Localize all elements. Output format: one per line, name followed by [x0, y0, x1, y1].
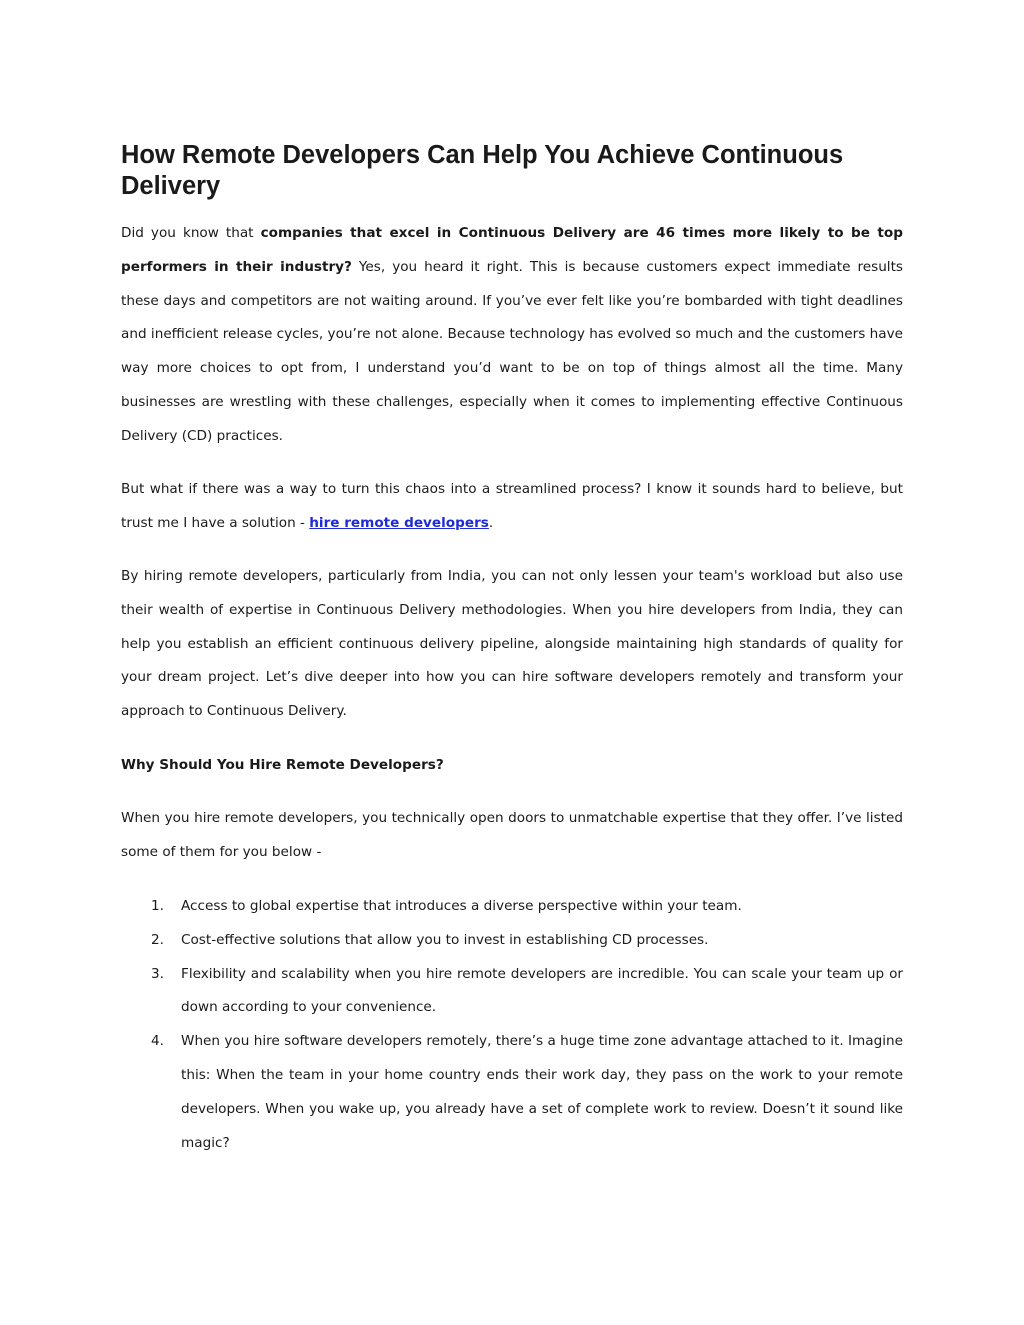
expertise-paragraph: When you hire remote developers, you technically open doors to unmatchable expertise that they offer. I’ve listed some of them for you below -	[121, 810, 903, 860]
list-item-number: 3.	[151, 965, 164, 982]
list-item	[121, 890, 903, 924]
hire-remote-developers-link[interactable]: hire remote developers	[309, 514, 489, 531]
solution-lead: But what if there was a way to turn this chaos into a streamlined process? I know it sounds hard to believe, but trust me I have a solution -	[121, 481, 903, 531]
list-item-number: 2.	[151, 931, 164, 948]
list-item-text: Access to global expertise that introduces a diverse perspective within your team.	[181, 898, 742, 914]
intro-rest: Yes, you heard it right. This is because customers expect immediate results these days and competitors are not waiting around. If you’ve ever felt like you’re bombarded with tight deadlines and inefficient release cycles, you’re not alone. Because technology has evolved so much and the customers have way more choices to opt from, I understand you’d want to be on top of things almost all the time. Many businesses are wrestling with these challenges, especially when it comes to implementing effective Continuous Delivery (CD) practices.	[121, 258, 903, 444]
list-item	[121, 1025, 903, 1160]
benefits-list	[121, 890, 903, 1160]
solution-paragraph	[121, 473, 903, 541]
list-item-text: Flexibility and scalability when you hire remote developers are incredible. You can scale your team up or down according to your convenience.	[181, 965, 903, 1016]
list-item	[121, 958, 903, 1026]
list-item	[121, 924, 903, 958]
intro-lead: Did you know that	[121, 225, 261, 241]
section-heading: Why Should You Hire Remote Developers?	[121, 757, 444, 773]
article-title: How Remote Developers Can Help You Achieve Continuous Delivery	[121, 141, 844, 200]
intro-paragraph	[121, 217, 903, 454]
india-paragraph: By hiring remote developers, particularly from India, you can not only lessen your team's workload but also use their wealth of expertise in Continuous Delivery methodologies. When you hire developers from India, they can help you establish an efficient continuous delivery pipeline, alongside maintaining high standards of quality for your dream project. Let’s dive deeper into how you can hire software developers remotely and transform your approach to Continuous Delivery.	[121, 568, 903, 720]
list-item-number: 1.	[151, 898, 164, 914]
list-item-number: 4.	[151, 1033, 164, 1050]
list-item-text: Cost-effective solutions that allow you to invest in establishing CD processes.	[181, 931, 709, 948]
list-item-text: When you hire software developers remotely, there’s a huge time zone advantage attached to it. Imagine this: When the team in your home country ends their work day, they pass on the work to your remote developers. When you wake up, you already have a set of complete work to review. Doesn’t it sound like magic?	[181, 1033, 903, 1151]
intro-bold-statistic: companies that excel in Continuous Delivery are 46 times more likely to be top performers in their industry?	[121, 225, 903, 275]
solution-end: .	[488, 514, 494, 531]
